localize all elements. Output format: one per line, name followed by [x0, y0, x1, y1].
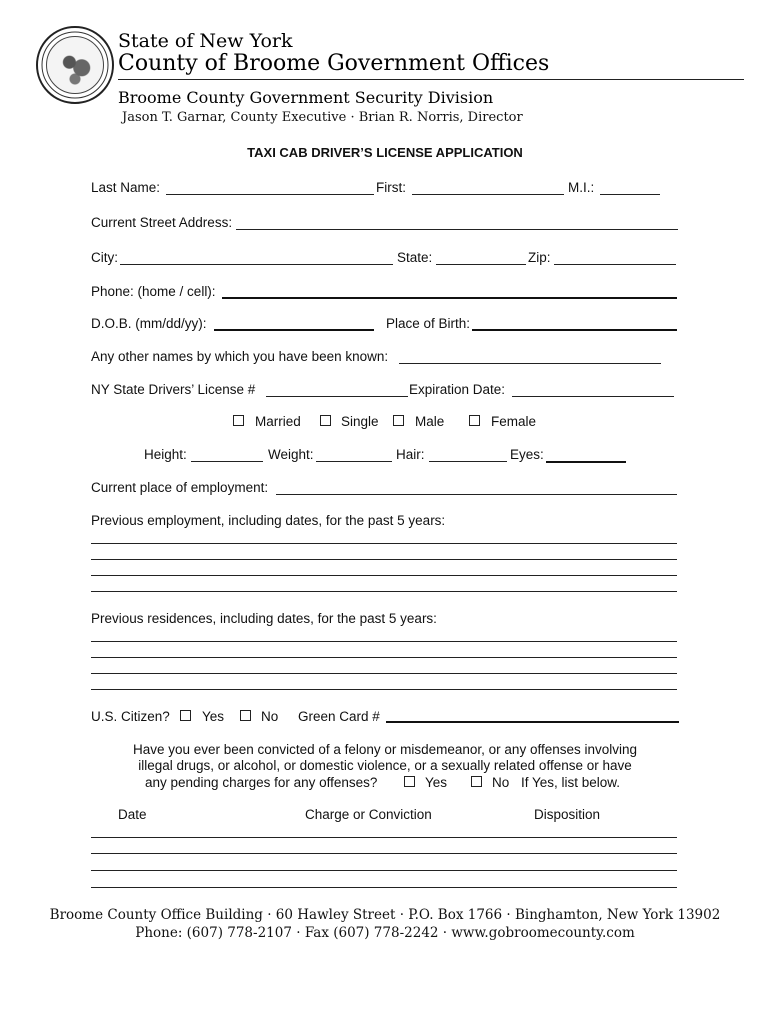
first-name-field[interactable] [412, 194, 564, 195]
employment-field[interactable] [276, 494, 677, 495]
single-checkbox[interactable] [320, 415, 331, 426]
weight-field[interactable] [316, 461, 392, 462]
single-label: Single [341, 414, 379, 429]
drivers-license-field[interactable] [266, 396, 408, 397]
prev-residences-line-2[interactable] [91, 657, 677, 658]
conviction-line-3[interactable] [91, 870, 677, 871]
street-field[interactable] [236, 229, 678, 230]
conviction-no-label: No [492, 775, 510, 790]
prev-employment-line-4[interactable] [91, 591, 677, 592]
header-county: County of Broome Government Offices [118, 51, 550, 76]
prev-residences-line-3[interactable] [91, 673, 677, 674]
male-checkbox[interactable] [393, 415, 404, 426]
city-label: City: [91, 250, 118, 265]
first-name-label: First: [376, 180, 406, 195]
last-name-label: Last Name: [91, 180, 161, 195]
citizen-yes-checkbox[interactable] [180, 710, 191, 721]
street-label: Current Street Address: [91, 215, 233, 230]
conviction-question-line-1: Have you ever been convicted of a felony or misdemeanor, or any offenses involving [132, 742, 638, 757]
prev-employment-line-2[interactable] [91, 559, 677, 560]
county-seal [36, 26, 114, 104]
mi-field[interactable] [600, 194, 660, 195]
prev-residences-label: Previous residences, including dates, for the past 5 years: [91, 611, 437, 626]
conviction-yes-label: Yes [425, 775, 448, 790]
citizen-no-label: No [261, 709, 279, 724]
female-label: Female [491, 414, 537, 429]
prev-employment-line-3[interactable] [91, 575, 677, 576]
conviction-question-line-3: any pending charges for any offenses? [145, 775, 378, 790]
column-disposition: Disposition [534, 807, 601, 822]
dob-field[interactable] [214, 329, 374, 331]
prev-employment-line-1[interactable] [91, 543, 677, 544]
zip-field[interactable] [554, 264, 676, 265]
hair-field[interactable] [429, 461, 507, 462]
citizen-no-checkbox[interactable] [240, 710, 251, 721]
prev-residences-line-4[interactable] [91, 689, 677, 690]
column-date: Date [118, 807, 147, 822]
phone-label: Phone: (home / cell): [91, 284, 216, 299]
header-officials: Jason T. Garnar, County Executive · Brian R. Norris, Director [122, 110, 523, 125]
citizen-label: U.S. Citizen? [91, 709, 170, 724]
footer-contact: Phone: (607) 778-2107 · Fax (607) 778-2242 · www.gobroomecounty.com [135, 925, 635, 941]
expiration-field[interactable] [512, 396, 674, 397]
if-yes-note: If Yes, list below. [521, 775, 621, 790]
conviction-line-4[interactable] [91, 887, 677, 888]
zip-label: Zip: [528, 250, 551, 265]
hair-label: Hair: [396, 447, 425, 462]
expiration-label: Expiration Date: [409, 382, 506, 397]
last-name-field[interactable] [166, 194, 374, 195]
female-checkbox[interactable] [469, 415, 480, 426]
header-divider [118, 79, 744, 80]
eyes-field[interactable] [546, 461, 626, 463]
conviction-line-1[interactable] [91, 837, 677, 838]
drivers-license-label: NY State Drivers’ License # [91, 382, 256, 397]
conviction-question-line-2: illegal drugs, or alcohol, or domestic violence, or a sexually related offense or have [138, 758, 632, 773]
male-label: Male [415, 414, 445, 429]
pob-field[interactable] [472, 329, 677, 331]
pob-label: Place of Birth: [386, 316, 471, 331]
weight-label: Weight: [268, 447, 314, 462]
employment-label: Current place of employment: [91, 480, 269, 495]
state-field[interactable] [436, 264, 526, 265]
mi-label: M.I.: [568, 180, 595, 195]
eyes-label: Eyes: [510, 447, 544, 462]
citizen-yes-label: Yes [202, 709, 225, 724]
header-state: State of New York [118, 30, 293, 52]
green-card-field[interactable] [386, 721, 679, 723]
other-names-field[interactable] [399, 363, 661, 364]
conviction-no-checkbox[interactable] [471, 776, 482, 787]
footer-address: Broome County Office Building · 60 Hawley Street · P.O. Box 1766 · Binghamton, New York 13902 [49, 907, 721, 923]
phone-field[interactable] [222, 297, 677, 299]
conviction-line-2[interactable] [91, 853, 677, 854]
city-field[interactable] [120, 264, 393, 265]
other-names-label: Any other names by which you have been known: [91, 349, 389, 364]
seal-emblem-icon [46, 36, 104, 94]
conviction-yes-checkbox[interactable] [404, 776, 415, 787]
height-field[interactable] [191, 461, 263, 462]
married-checkbox[interactable] [233, 415, 244, 426]
state-label: State: [397, 250, 433, 265]
column-charge: Charge or Conviction [305, 807, 432, 822]
dob-label: D.O.B. (mm/dd/yy): [91, 316, 207, 331]
married-label: Married [255, 414, 301, 429]
height-label: Height: [144, 447, 187, 462]
green-card-label: Green Card # [298, 709, 380, 724]
prev-employment-label: Previous employment, including dates, for the past 5 years: [91, 513, 446, 528]
header-division: Broome County Government Security Division [118, 88, 494, 107]
prev-residences-line-1[interactable] [91, 641, 677, 642]
form-title: TAXI CAB DRIVER’S LICENSE APPLICATION [247, 145, 523, 160]
